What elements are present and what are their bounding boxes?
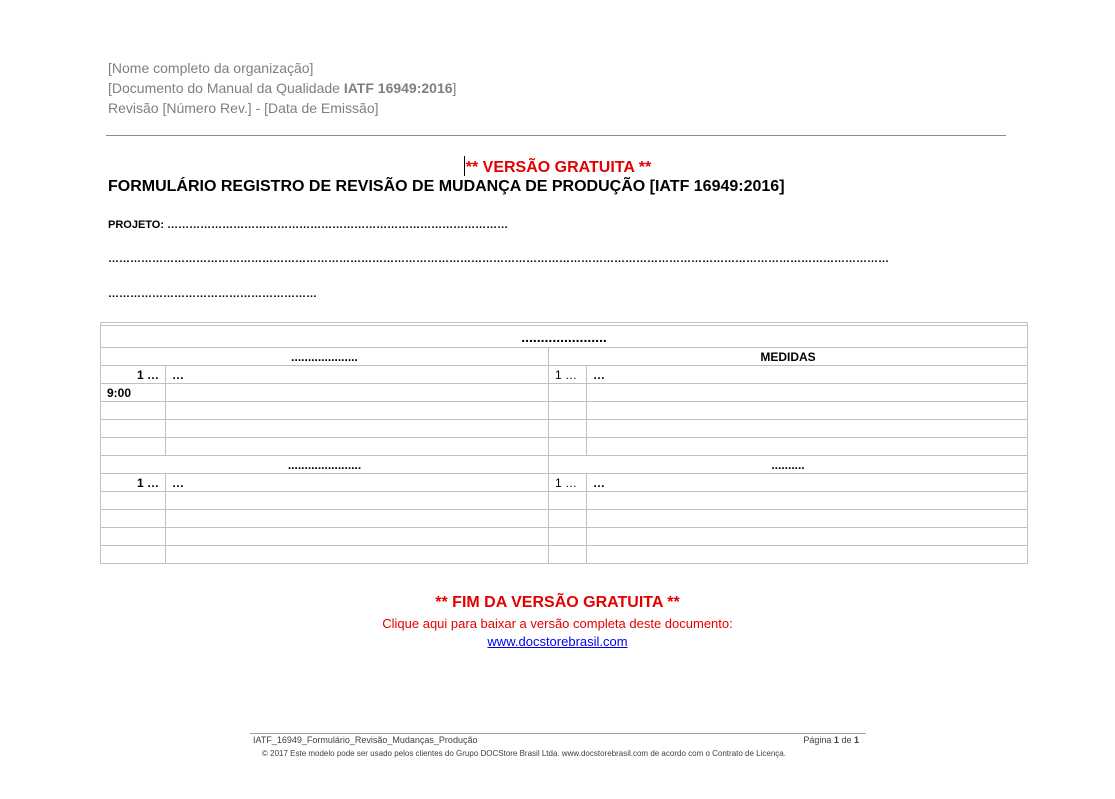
table-row [101,420,1028,438]
table-row [101,474,1028,492]
num-cell[interactable]: 1 … [101,474,166,492]
empty-cell[interactable] [549,402,587,420]
empty-cell[interactable] [166,546,549,564]
revision-table [100,322,1028,564]
empty-cell[interactable] [587,546,1028,564]
table-row [101,402,1028,420]
page-total: 1 [853,735,859,745]
download-cta[interactable]: Clique aqui para baixar a versão completa deste documento: [382,616,733,631]
empty-cell[interactable] [166,402,549,420]
time-cell[interactable]: 9:00 [101,384,166,402]
footer-divider [250,733,866,734]
download-link-wrap [0,634,1115,649]
page-num: 1 [833,735,839,745]
dots-line-3[interactable]: ………………………………………………… [108,288,317,300]
table-row [101,366,1028,384]
empty-cell[interactable] [101,438,166,456]
empty-cell[interactable] [549,438,587,456]
section1-left-header[interactable]: .................... [101,348,549,366]
page-of: de [841,735,852,745]
table-row [101,528,1028,546]
empty-cell[interactable] [166,510,549,528]
empty-cell[interactable] [101,492,166,510]
empty-cell[interactable] [101,402,166,420]
empty-cell[interactable] [101,420,166,438]
projeto-dots: ………………………………………………………………………………… [167,219,509,231]
footer-filename: IATF_16949_Formulário_Revisão_Mudanças_Produção [253,735,478,745]
table-row [101,384,1028,402]
empty-cell[interactable] [101,528,166,546]
footer-page-number [803,735,859,745]
org-name: [Nome completo da organização] [108,60,314,76]
empty-cell[interactable] [587,420,1028,438]
form-title: FORMULÁRIO REGISTRO DE REVISÃO DE MUDANÇA DE PRODUÇÃO [IATF 16949:2016] [108,178,785,195]
download-link[interactable]: www.docstorebrasil.com [487,634,628,649]
free-version-text: ** VERSÃO GRATUITA ** [465,159,652,176]
projeto-label: PROJETO: [108,219,165,231]
table-title[interactable]: ...................... [101,326,1028,348]
end-free-version-banner: ** FIM DA VERSÃO GRATUITA ** [435,594,680,611]
section2-right-header[interactable]: .......... [549,456,1028,474]
section2-left-header[interactable]: ...................... [101,456,549,474]
empty-cell[interactable] [549,492,587,510]
dots-line-2[interactable]: …………………………………………………………………………………………………………………………………………………………………………………………… [108,253,889,265]
table-row [101,546,1028,564]
free-version-banner [0,156,1115,177]
empty-cell[interactable] [101,510,166,528]
empty-cell[interactable] [549,546,587,564]
empty-cell[interactable] [587,402,1028,420]
empty-cell[interactable] [587,438,1028,456]
text-cell[interactable]: … [166,366,549,384]
section1-right-header: MEDIDAS [549,348,1028,366]
num-cell[interactable]: 1 … [101,366,166,384]
empty-cell[interactable] [166,420,549,438]
table-row [101,438,1028,456]
empty-cell[interactable] [587,510,1028,528]
doc-line [108,78,456,98]
text-cell[interactable]: … [587,474,1028,492]
doc-standard: IATF 16949:2016 [343,80,453,96]
empty-cell[interactable] [549,384,587,402]
empty-cell[interactable] [587,528,1028,546]
doc-prefix: [Documento do Manual da Qualidade [108,80,344,96]
num-cell[interactable]: 1 … [549,366,587,384]
empty-cell[interactable] [549,420,587,438]
empty-cell[interactable] [549,510,587,528]
table-row [101,492,1028,510]
empty-cell[interactable] [166,528,549,546]
text-cursor [464,156,465,176]
projeto-field[interactable] [108,219,508,231]
empty-cell[interactable] [549,528,587,546]
empty-cell[interactable] [166,438,549,456]
empty-cell[interactable] [587,492,1028,510]
footer-copyright: © 2017 Este modelo pode ser usado pelos clientes do Grupo DOCStore Brasil Ltda. www.docstorebrasil.com de acordo com o Contrato de Licença. [262,749,786,758]
table-row [101,510,1028,528]
text-cell[interactable]: … [166,474,549,492]
text-cell[interactable]: … [587,366,1028,384]
empty-cell[interactable] [166,492,549,510]
header-divider [106,135,1006,136]
page-word: Página [803,735,832,745]
empty-cell[interactable] [101,546,166,564]
empty-cell[interactable] [587,384,1028,402]
doc-suffix: ] [452,80,457,96]
revision-line: Revisão [Número Rev.] - [Data de Emissão] [108,100,379,116]
num-cell[interactable]: 1 … [549,474,587,492]
empty-cell[interactable] [166,384,549,402]
